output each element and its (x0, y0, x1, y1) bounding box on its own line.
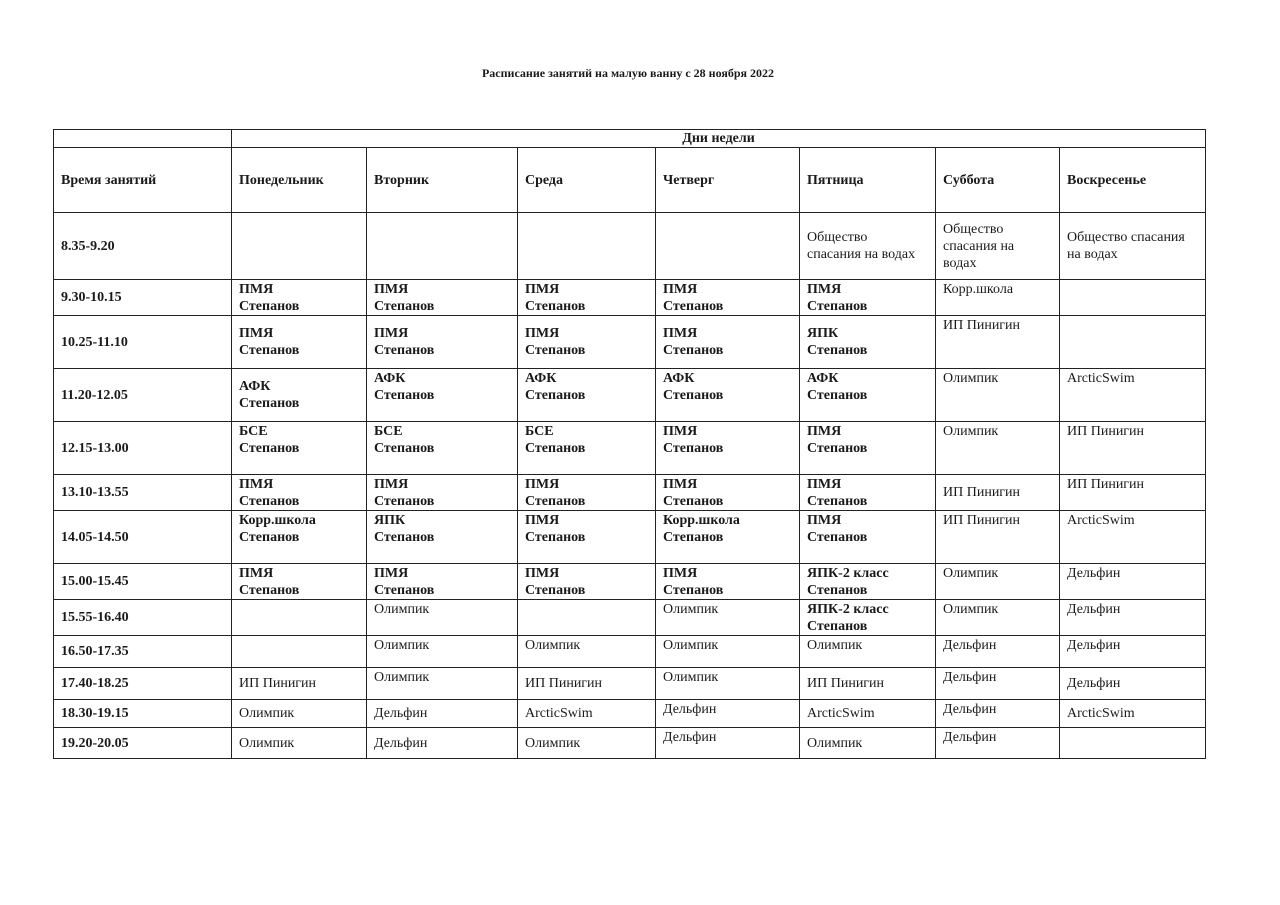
day-header-saturday: Суббота (936, 148, 1060, 213)
schedule-cell-monday (232, 511, 367, 564)
schedule-cell-thursday (656, 728, 800, 759)
table-row (54, 316, 1206, 369)
time-slot-cell: 19.20-20.05 (54, 728, 232, 759)
cell-text-line: на водах (1067, 247, 1118, 262)
schedule-cell-tuesday (367, 475, 518, 511)
schedule-cell-thursday (656, 668, 800, 700)
cell-text-line: ПМЯ (663, 566, 698, 581)
days-of-week-header: Дни недели (232, 130, 1206, 148)
time-slot-cell: 11.20-12.05 (54, 369, 232, 422)
schedule-cell-monday (232, 668, 367, 700)
schedule-cell-wednesday (518, 636, 656, 668)
schedule-cell-thursday (656, 475, 800, 511)
cell-text-line: Степанов (525, 298, 586, 314)
schedule-table (53, 129, 1206, 759)
cell-text-line: Олимпик (943, 371, 999, 386)
cell-text-line: ПМЯ (663, 281, 698, 297)
cell-text-line: Дельфин (1067, 566, 1121, 581)
schedule-cell-thursday (656, 369, 800, 422)
cell-text-line: ПМЯ (239, 476, 274, 492)
schedule-cell-friday (800, 564, 936, 600)
time-slot-cell: 16.50-17.35 (54, 636, 232, 668)
schedule-cell-wednesday (518, 728, 656, 759)
schedule-cell-sunday (1060, 700, 1206, 728)
cell-text-line: БСЕ (525, 424, 554, 439)
cell-text-line: ИП Пинигин (1067, 424, 1145, 439)
cell-text-line: ПМЯ (525, 281, 560, 297)
cell-text-line: Общество (943, 221, 1004, 237)
table-row (54, 213, 1206, 280)
schedule-cell-monday (232, 369, 367, 422)
table-row (54, 700, 1206, 728)
schedule-cell-saturday (936, 728, 1060, 759)
schedule-cell-monday (232, 280, 367, 316)
schedule-cell-tuesday (367, 316, 518, 369)
cell-text-line: Степанов (239, 530, 300, 545)
cell-text-line: Дельфин (374, 706, 428, 721)
schedule-cell-sunday (1060, 636, 1206, 668)
cell-text-line: Олимпик (807, 638, 863, 653)
cell-text-line: ЯПК (807, 326, 839, 341)
day-header-wednesday: Среда (518, 148, 656, 213)
cell-text-line: Степанов (663, 298, 724, 314)
cell-text-line: Олимпик (943, 566, 999, 581)
time-slot-cell: 18.30-19.15 (54, 700, 232, 728)
schedule-cell-saturday (936, 600, 1060, 636)
schedule-cell-sunday (1060, 728, 1206, 759)
schedule-cell-wednesday (518, 213, 656, 280)
cell-text-line: водах (943, 255, 977, 271)
schedule-cell-monday (232, 316, 367, 369)
cell-text-line: ИП Пинигин (943, 513, 1021, 528)
cell-text-line: Степанов (807, 493, 868, 509)
cell-text-line: ИП Пинигин (1067, 477, 1145, 492)
cell-text-line: Степанов (525, 530, 586, 545)
cell-text-line: Степанов (239, 493, 300, 509)
cell-text-line: ПМЯ (663, 326, 698, 341)
cell-text-line: Степанов (807, 530, 868, 545)
cell-text-line: БСЕ (374, 424, 403, 439)
schedule-cell-wednesday (518, 280, 656, 316)
header-row (54, 148, 1206, 213)
cell-text-line: АФК (374, 371, 406, 386)
schedule-cell-sunday (1060, 564, 1206, 600)
time-slot-cell: 13.10-13.55 (54, 475, 232, 511)
cell-text-line: Олимпик (239, 735, 295, 751)
cell-text-line: Дельфин (1067, 602, 1121, 617)
cell-text-line: Степанов (239, 441, 300, 456)
cell-text-line: Олимпик (663, 638, 719, 653)
cell-text-line: Общество спасания (1067, 230, 1185, 245)
cell-text-line: ИП Пинигин (239, 676, 317, 691)
schedule-cell-tuesday (367, 511, 518, 564)
schedule-cell-monday (232, 636, 367, 668)
cell-text-line: ПМЯ (374, 281, 409, 297)
schedule-cell-thursday (656, 600, 800, 636)
cell-text-line: ArcticSwim (1067, 706, 1135, 721)
schedule-cell-wednesday (518, 422, 656, 475)
schedule-cell-sunday (1060, 475, 1206, 511)
cell-text-line: Степанов (807, 583, 868, 598)
cell-text-line: Степанов (663, 583, 724, 598)
schedule-cell-thursday (656, 564, 800, 600)
schedule-cell-wednesday (518, 511, 656, 564)
page-title: Расписание занятий на малую ванну с 28 ноября 2022 (481, 66, 775, 80)
schedule-cell-wednesday (518, 668, 656, 700)
cell-text-line: Дельфин (943, 730, 997, 745)
cell-text-line: ПМЯ (525, 326, 560, 341)
cell-text-line: ПМЯ (525, 476, 560, 492)
schedule-cell-thursday (656, 422, 800, 475)
table-row (54, 636, 1206, 668)
schedule-cell-monday (232, 700, 367, 728)
cell-text-line: Олимпик (239, 706, 295, 721)
time-slot-cell: 14.05-14.50 (54, 511, 232, 564)
schedule-cell-saturday (936, 316, 1060, 369)
schedule-cell-saturday (936, 280, 1060, 316)
time-slot-cell: 9.30-10.15 (54, 280, 232, 316)
cell-text-line: ПМЯ (374, 566, 409, 581)
cell-text-line: ИП Пинигин (525, 676, 603, 691)
cell-text-line: Олимпик (943, 602, 999, 617)
day-header-thursday: Четверг (656, 148, 800, 213)
cell-text-line: Степанов (374, 343, 435, 358)
cell-text-line: Степанов (374, 583, 435, 598)
cell-text-line: Дельфин (663, 702, 717, 717)
cell-text-line: Общество (807, 230, 868, 245)
schedule-cell-monday (232, 422, 367, 475)
cell-text-line: ПМЯ (807, 513, 842, 528)
cell-text-line: ArcticSwim (1067, 371, 1135, 386)
cell-text-line: Степанов (374, 298, 435, 314)
time-slot-cell: 17.40-18.25 (54, 668, 232, 700)
cell-text-line: ПМЯ (239, 566, 274, 581)
cell-text-line: ИП Пинигин (807, 676, 885, 691)
schedule-cell-saturday (936, 422, 1060, 475)
cell-text-line: ЯПК-2 класс (807, 601, 889, 617)
schedule-cell-thursday (656, 316, 800, 369)
schedule-cell-friday (800, 316, 936, 369)
cell-text-line: ПМЯ (525, 513, 560, 528)
cell-text-line: спасания на водах (807, 247, 916, 262)
schedule-cell-friday (800, 280, 936, 316)
cell-text-line: ЯПК-2 класс (807, 566, 889, 581)
cell-text-line: ЯПК (374, 513, 406, 528)
cell-text-line: ПМЯ (525, 566, 560, 581)
schedule-cell-saturday (936, 475, 1060, 511)
table-row (54, 668, 1206, 700)
cell-text-line: Степанов (374, 493, 435, 509)
cell-text-line: Степанов (525, 388, 586, 403)
cell-text-line: Дельфин (943, 702, 997, 717)
schedule-cell-saturday (936, 636, 1060, 668)
days-of-week-row (54, 130, 1206, 148)
schedule-cell-saturday (936, 564, 1060, 600)
table-row (54, 511, 1206, 564)
schedule-cell-wednesday (518, 316, 656, 369)
cell-text-line: Олимпик (525, 735, 581, 751)
cell-text-line: АФК (807, 371, 839, 386)
schedule-cell-tuesday (367, 564, 518, 600)
cell-text-line: Степанов (807, 343, 868, 358)
schedule-cell-friday (800, 475, 936, 511)
schedule-cell-tuesday (367, 728, 518, 759)
day-header-sunday: Воскресенье (1060, 148, 1206, 213)
cell-text-line: Степанов (239, 583, 300, 598)
cell-text-line: Степанов (663, 343, 724, 358)
cell-text-line: ИП Пинигин (943, 318, 1021, 333)
cell-text-line: АФК (239, 379, 271, 394)
schedule-cell-thursday (656, 280, 800, 316)
cell-text-line: Степанов (525, 441, 586, 456)
schedule-cell-wednesday (518, 369, 656, 422)
schedule-cell-friday (800, 636, 936, 668)
cell-text-line: Олимпик (374, 670, 430, 685)
time-slot-cell: 10.25-11.10 (54, 316, 232, 369)
schedule-cell-thursday (656, 636, 800, 668)
schedule-cell-monday (232, 600, 367, 636)
time-slot-cell: 8.35-9.20 (54, 213, 232, 280)
cell-text-line: Степанов (807, 388, 868, 403)
schedule-cell-sunday (1060, 668, 1206, 700)
cell-text-line: Олимпик (374, 602, 430, 617)
cell-text-line: Степанов (239, 343, 300, 358)
cell-text-line: Дельфин (663, 730, 717, 745)
table-row (54, 369, 1206, 422)
cell-text-line: Степанов (807, 298, 868, 314)
time-slot-cell: 12.15-13.00 (54, 422, 232, 475)
cell-text-line: ArcticSwim (807, 706, 875, 721)
schedule-cell-wednesday (518, 564, 656, 600)
schedule-cell-saturday (936, 700, 1060, 728)
empty-corner-cell (54, 130, 232, 148)
cell-text-line: ПМЯ (663, 476, 698, 492)
schedule-cell-friday (800, 600, 936, 636)
cell-text-line: Степанов (374, 388, 435, 403)
time-column-header: Время занятий (54, 148, 232, 213)
day-header-friday: Пятница (800, 148, 936, 213)
cell-text-line: Степанов (525, 493, 586, 509)
schedule-cell-wednesday (518, 475, 656, 511)
cell-text-line: ПМЯ (239, 281, 274, 297)
cell-text-line: АФК (663, 371, 695, 386)
table-row (54, 280, 1206, 316)
schedule-cell-friday (800, 369, 936, 422)
cell-text-line: ПМЯ (663, 424, 698, 439)
schedule-cell-sunday (1060, 213, 1206, 280)
schedule-cell-tuesday (367, 280, 518, 316)
schedule-cell-friday (800, 668, 936, 700)
time-slot-cell: 15.00-15.45 (54, 564, 232, 600)
schedule-cell-saturday (936, 511, 1060, 564)
schedule-cell-friday (800, 511, 936, 564)
cell-text-line: БСЕ (239, 424, 268, 439)
cell-text-line: Корр.школа (943, 282, 1014, 297)
day-header-monday: Понедельник (232, 148, 367, 213)
cell-text-line: Олимпик (663, 602, 719, 617)
schedule-cell-tuesday (367, 369, 518, 422)
schedule-cell-friday (800, 213, 936, 280)
cell-text-line: Степанов (525, 583, 586, 598)
schedule-cell-monday (232, 213, 367, 280)
day-header-tuesday: Вторник (367, 148, 518, 213)
cell-text-line: ИП Пинигин (943, 485, 1021, 500)
cell-text-line: Степанов (663, 441, 724, 456)
schedule-cell-thursday (656, 213, 800, 280)
cell-text-line: ПМЯ (807, 476, 842, 492)
cell-text-line: Корр.школа (663, 513, 740, 528)
cell-text-line: Степанов (663, 388, 724, 403)
cell-text-line: Олимпик (374, 638, 430, 653)
cell-text-line: ПМЯ (807, 424, 842, 439)
schedule-cell-tuesday (367, 213, 518, 280)
schedule-cell-tuesday (367, 422, 518, 475)
cell-text-line: АФК (525, 371, 557, 386)
schedule-cell-monday (232, 475, 367, 511)
cell-text-line: ArcticSwim (1067, 513, 1135, 528)
schedule-cell-monday (232, 728, 367, 759)
cell-text-line: Дельфин (943, 638, 997, 653)
schedule-cell-thursday (656, 700, 800, 728)
cell-text-line: Степанов (807, 441, 868, 456)
cell-text-line: ПМЯ (807, 281, 842, 297)
cell-text-line: Степанов (525, 343, 586, 358)
cell-text-line: Степанов (239, 298, 300, 314)
cell-text-line: Дельфин (1067, 638, 1121, 653)
schedule-cell-tuesday (367, 600, 518, 636)
table-row (54, 564, 1206, 600)
cell-text-line: Степанов (239, 396, 300, 411)
schedule-cell-friday (800, 700, 936, 728)
schedule-cell-friday (800, 422, 936, 475)
table-row (54, 728, 1206, 759)
schedule-cell-sunday (1060, 316, 1206, 369)
schedule-cell-sunday (1060, 422, 1206, 475)
cell-text-line: Дельфин (1067, 676, 1121, 691)
schedule-cell-sunday (1060, 369, 1206, 422)
schedule-cell-friday (800, 728, 936, 759)
cell-text-line: Олимпик (525, 638, 581, 653)
table-row (54, 475, 1206, 511)
schedule-cell-saturday (936, 369, 1060, 422)
cell-text-line: Степанов (374, 530, 435, 545)
cell-text-line: Олимпик (943, 424, 999, 439)
cell-text-line: Степанов (807, 618, 868, 634)
schedule-cell-sunday (1060, 600, 1206, 636)
schedule-cell-sunday (1060, 280, 1206, 316)
schedule-cell-wednesday (518, 700, 656, 728)
cell-text-line: Олимпик (807, 735, 863, 751)
cell-text-line: Дельфин (943, 670, 997, 685)
schedule-cell-tuesday (367, 700, 518, 728)
cell-text-line: Корр.школа (239, 513, 316, 528)
schedule-cell-saturday (936, 213, 1060, 280)
table-row (54, 422, 1206, 475)
time-slot-cell: 15.55-16.40 (54, 600, 232, 636)
cell-text-line: Дельфин (374, 735, 428, 751)
cell-text-line: Олимпик (663, 670, 719, 685)
schedule-body (54, 130, 1206, 759)
schedule-cell-saturday (936, 668, 1060, 700)
cell-text-line: Степанов (663, 530, 724, 545)
schedule-cell-tuesday (367, 636, 518, 668)
schedule-cell-thursday (656, 511, 800, 564)
schedule-cell-tuesday (367, 668, 518, 700)
cell-text-line: ПМЯ (374, 326, 409, 341)
schedule-cell-monday (232, 564, 367, 600)
cell-text-line: спасания на (943, 238, 1015, 254)
table-row (54, 600, 1206, 636)
cell-text-line: ArcticSwim (525, 706, 593, 721)
cell-text-line: Степанов (374, 441, 435, 456)
schedule-cell-sunday (1060, 511, 1206, 564)
cell-text-line: ПМЯ (239, 326, 274, 341)
schedule-cell-wednesday (518, 600, 656, 636)
cell-text-line: Степанов (663, 493, 724, 509)
cell-text-line: ПМЯ (374, 476, 409, 492)
